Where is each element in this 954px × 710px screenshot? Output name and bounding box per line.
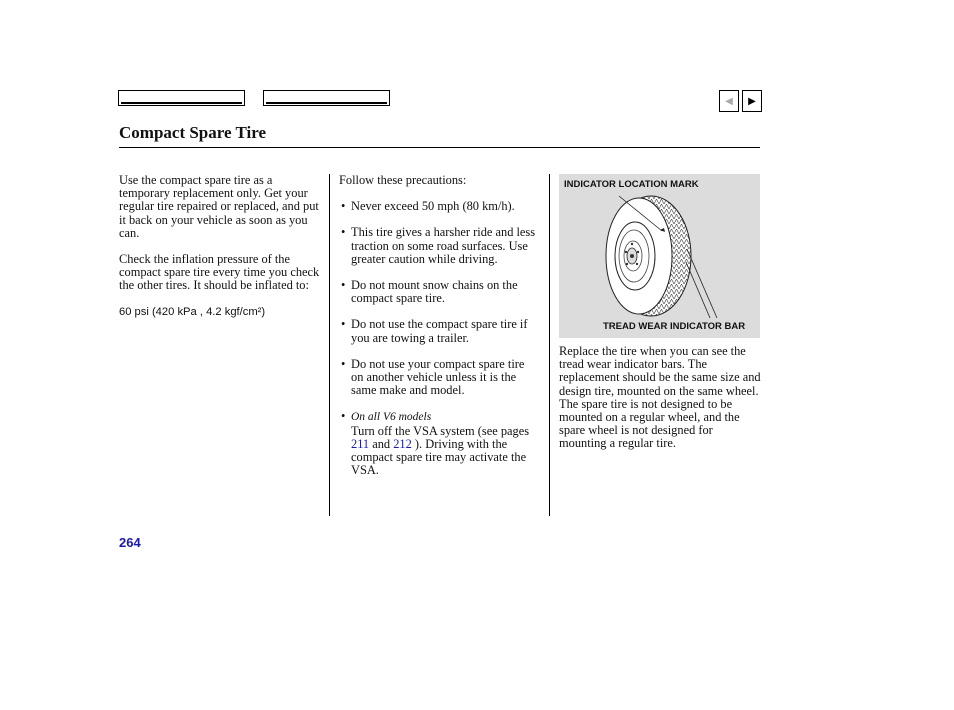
list-item: • Never exceed 50 mph (80 km/h).: [339, 200, 539, 213]
right-triangle-icon: ▶: [748, 95, 756, 107]
column-left: [119, 174, 325, 319]
list-item: • Do not mount snow chains on the compact spare tire.: [339, 279, 539, 305]
column-divider-2: [549, 174, 550, 516]
list-item: • Do not use the compact spare tire if you are towing a trailer.: [339, 318, 539, 344]
indicator-location-label: INDICATOR LOCATION MARK: [564, 179, 699, 190]
list-item-vsa: [339, 410, 539, 477]
vsa-text-c: ). Driving with the compact spare tire may activate the VSA.: [351, 436, 527, 478]
title-divider: [119, 147, 760, 148]
column-middle: [339, 174, 539, 490]
nav-main-menu-box[interactable]: [118, 90, 245, 106]
pressure-spec: 60 psi (420 kPa , 4.2 kgf/cm²): [119, 305, 266, 318]
column-right: [559, 345, 761, 451]
page-title: Compact Spare Tire: [119, 123, 267, 142]
spare-tire-illustration: [559, 174, 760, 338]
usage-paragraph: Use the compact spare tire as a temporary replacement only. Get your regular tire repaired or replaced, and put it back on your vehicle as soon as you can.: [119, 173, 319, 240]
pressure-paragraph: Check the inflation pressure of the compact spare tire every time you check the other tires. It should be inflated to:: [119, 252, 320, 293]
page-link-211[interactable]: 211: [351, 436, 370, 451]
precautions-intro: Follow these precautions:: [339, 173, 467, 187]
precautions-list: [339, 200, 539, 477]
previous-page-button[interactable]: [719, 90, 739, 112]
vsa-text-b: and: [369, 436, 394, 451]
list-item: • This tire gives a harsher ride and less traction on some road surfaces. Use greater caution while driving.: [339, 226, 539, 266]
replacement-paragraph: Replace the tire when you can see the tread wear indicator bars. The replacement should be the same size and design tire, mounted on the same wheel. The spare tire is not designed to be mounted on a regular wheel, and the spare wheel is not designed for mounting a regular tire.: [559, 344, 761, 451]
next-page-button[interactable]: [742, 90, 762, 112]
model-note: On all V6 models: [351, 411, 432, 424]
left-triangle-icon: ◀: [725, 95, 733, 107]
vsa-text-a: Turn off the VSA system (see pages: [351, 423, 530, 438]
page-link-212[interactable]: 212: [393, 436, 412, 451]
column-divider-1: [329, 174, 330, 516]
tire-illustration-panel: [559, 174, 760, 338]
tread-wear-bar-label: TREAD WEAR INDICATOR BAR: [603, 321, 746, 332]
list-item: • Do not use your compact spare tire on another vehicle unless it is the same make and model.: [339, 358, 539, 398]
page-number: 264: [119, 535, 141, 550]
nav-index-box[interactable]: [263, 90, 390, 106]
